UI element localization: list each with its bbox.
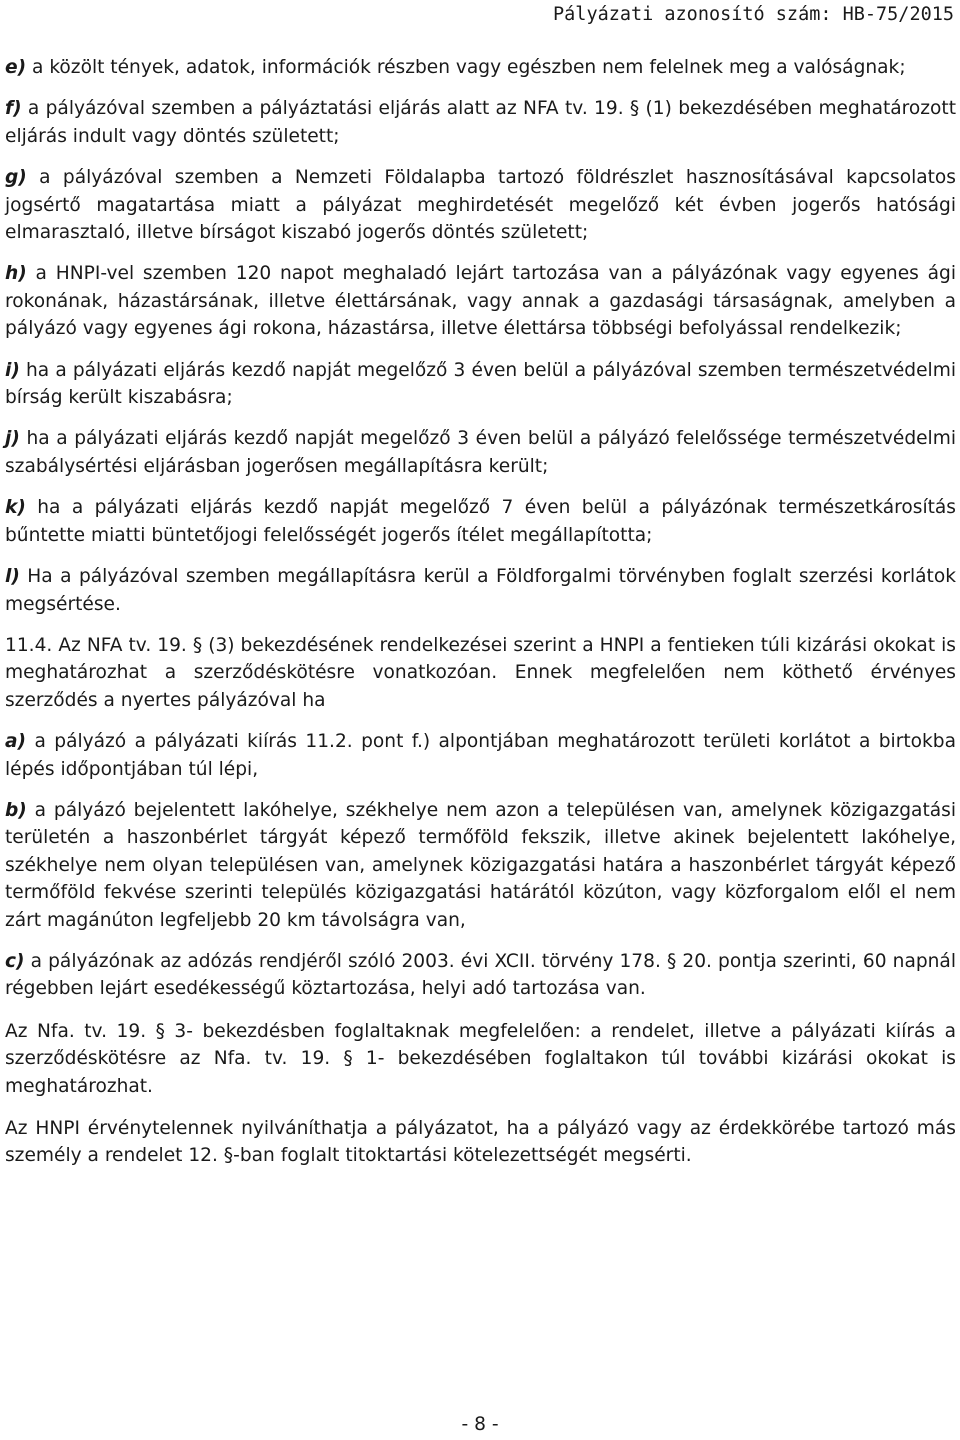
list-item-l (5, 563, 956, 618)
item-label: b) (5, 799, 27, 821)
item-label: e) (5, 57, 27, 78)
item-label: f) (5, 98, 22, 120)
item-text: a pályázóval szemben a Nemzeti Földalapba tartozó földrészlet hasznosításával kapcsolatos jogsértő magatartása miatt a pályázat meghirdetését megelőző két évben jogerős hatósági elmarasztaló, illetve bírságot kiszabó jogerős döntés született; (5, 167, 956, 244)
item-label: j) (5, 428, 20, 450)
item-label: g) (5, 167, 27, 189)
item-label: i) (5, 359, 20, 381)
item-text: Ha a pályázóval szemben megállapításra kerül a Földforgalmi törvényben foglalt szerzési korlátok megsértése. (5, 566, 956, 615)
list-item-e (5, 54, 956, 81)
item-label: k) (5, 497, 26, 519)
document-id-header: Pályázati azonosító szám: HB-75/2015 (553, 4, 954, 25)
item-text: a pályázónak az adózás rendjéről szóló 2003. évi XCII. törvény 178. § 20. pontja szerinti, 60 napnál régebben lejárt esedékességű köztartozása, helyi adó tartozása van. (5, 950, 956, 1000)
list-item-f (5, 95, 956, 150)
item-label: a) (5, 731, 27, 753)
paragraph-nfa-exclusions: Az Nfa. tv. 19. § 3- bekezdésben foglaltaknak megfelelően: a rendelet, illetve a pályázati kiírás a szerződéskötésre az Nfa. tv. 19. § 1- bekezdésében foglaltakon túl további kizárási okokat is meghatározhat. (5, 1020, 956, 1097)
item-text: a pályázóval szemben a pályáztatási eljárás alatt az NFA tv. 19. § (1) bekezdésében meghatározott eljárás indult vagy döntés született; (5, 98, 956, 147)
list-item-j (5, 425, 956, 480)
item-label: c) (5, 950, 25, 972)
sub-item-c (5, 948, 956, 1003)
page-number: - 8 - (461, 1414, 499, 1435)
item-label: h) (5, 263, 27, 285)
item-label: l) (5, 566, 20, 588)
sub-item-b (5, 797, 956, 934)
item-text: ha a pályázati eljárás kezdő napját megelőző 3 éven belül a pályázó felelőssége természetvédelmi szabálysértési eljárásban jogerősen megállapításra került; (5, 428, 956, 477)
list-item-h (5, 260, 956, 342)
item-text: a HNPI-vel szemben 120 napot meghaladó lejárt tartozása van a pályázónak vagy egyenes ági rokonának, házastársának, illetve élettársának, vagy annak a gazdasági társaságnak, amelyben a pályázó vagy egyenes ági rokona, házastársa, illetve élettársa többségi befolyással rendelkezik; (5, 263, 956, 340)
paragraph-hnpi-invalidation: Az HNPI érvénytelennek nyilváníthatja a pályázatot, ha a pályázó vagy az érdekkörébe tartozó más személy a rendelet 12. §-ban foglalt titoktartási kötelezettségét megsérti. (5, 1118, 956, 1167)
item-text: a pályázó a pályázati kiírás 11.2. pont f.) alpontjában meghatározott területi korlátot a birtokba lépés időpontjában túl lépi, (5, 731, 956, 780)
list-item-g (5, 164, 956, 246)
list-item-i (5, 357, 956, 412)
document-body (5, 54, 956, 1170)
item-text: ha a pályázati eljárás kezdő napját megelőző 7 éven belül a pályázónak természetkárosítás bűntette miatti büntetőjogi felelősségét jogerős ítélet megállapította; (5, 497, 956, 546)
item-text: a közölt tények, adatok, információk részben vagy egészben nem felelnek meg a valóságnak; (26, 57, 906, 78)
list-item-k (5, 494, 956, 549)
section-11-4: 11.4. Az NFA tv. 19. § (3) bekezdésének rendelkezései szerint a HNPI a fentieken túli kizárási okokat is meghatározhat a szerződéskötésre vonatkozóan. Ennek megfelelően nem köthető érvényes szerződés a nyertes pályázóval ha (5, 634, 956, 711)
sub-item-a (5, 728, 956, 783)
item-text: a pályázó bejelentett lakóhelye, székhelye nem azon a településen van, amelynek közigazgatási területén a haszonbérlet tárgyát képező termőföld fekszik, illetve akinek bejelentett lakóhelye, székhelye nem olyan településen van, amelynek közigazgatási határa a haszonbérlet tárgyát képező termőföld fekvése szerinti település közigazgatási határától közúton, vagy közforgalom elől el nem zárt magánúton legfeljebb 20 km távolságra van, (5, 799, 956, 931)
item-text: ha a pályázati eljárás kezdő napját megelőző 3 éven belül a pályázóval szemben természetvédelmi bírság került kiszabásra; (5, 359, 956, 409)
